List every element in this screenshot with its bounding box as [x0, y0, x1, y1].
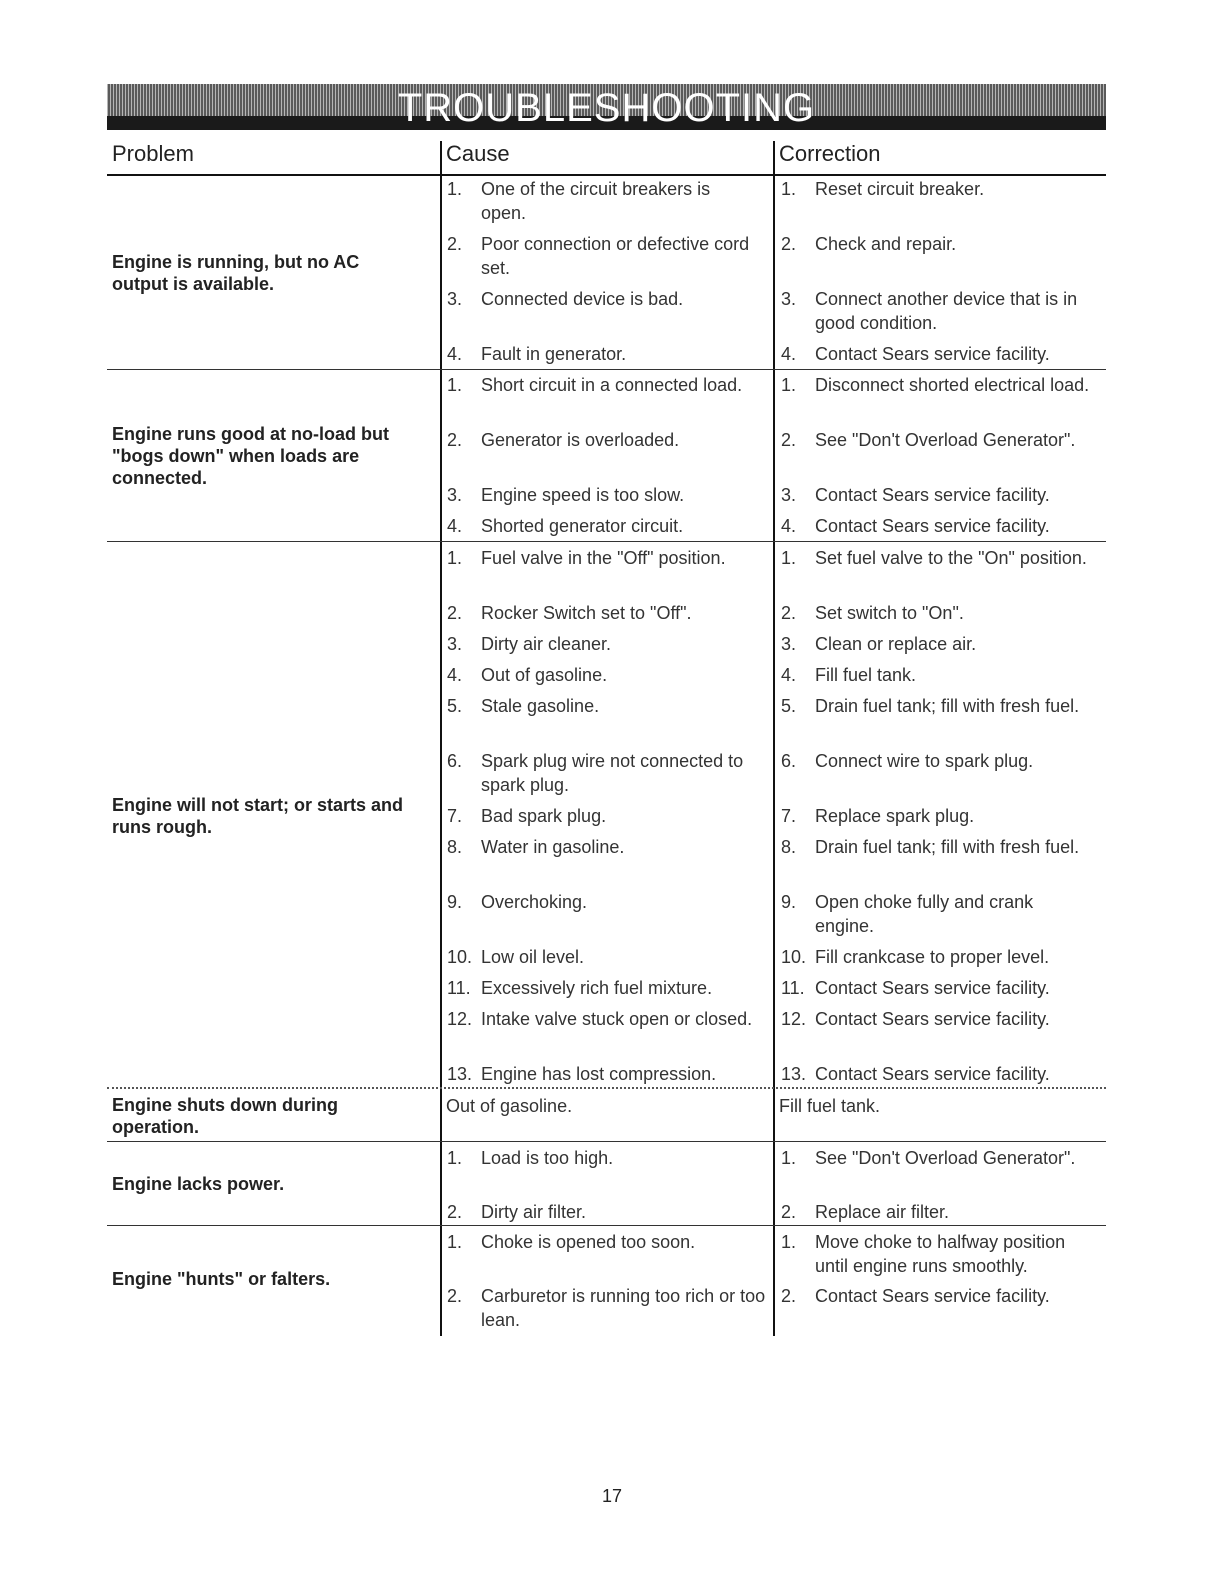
correction-item — [781, 1062, 1091, 1086]
item-number: 1. — [447, 1148, 463, 1168]
problem-text: Engine lacks power. — [112, 1174, 285, 1194]
item-number: 3. — [447, 634, 463, 654]
item-text: Excessively rich fuel mixture. — [481, 978, 713, 998]
item-text: Poor connection or defective cord set. — [481, 234, 750, 278]
correction-item — [781, 546, 1091, 570]
item-text: Check and repair. — [815, 234, 957, 254]
item-text: Out of gasoline. — [481, 665, 608, 685]
item-number: 5. — [447, 696, 463, 716]
header-correction: Correction — [779, 141, 881, 166]
cause-item — [447, 546, 767, 570]
item-text: Drain fuel tank; fill with fresh fuel. — [815, 696, 1080, 716]
item-number: 3. — [781, 634, 797, 654]
item-text: Choke is opened too soon. — [481, 1232, 696, 1252]
item-number: 2. — [447, 430, 463, 450]
column-divider-correction — [773, 141, 775, 1336]
correction-item — [781, 1284, 1091, 1308]
correction-item — [781, 342, 1091, 366]
item-number: 2. — [781, 603, 797, 623]
cause-item — [447, 976, 757, 1000]
item-text: Spark plug wire not connected to spark plug. — [481, 751, 744, 795]
item-number: 1. — [781, 1232, 797, 1252]
item-text: Contact Sears service facility. — [815, 485, 1050, 505]
header-problem: Problem — [112, 141, 194, 166]
item-text: Open choke fully and crank engine. — [815, 892, 1034, 936]
problem-text: Engine "hunts" or falters. — [112, 1269, 331, 1289]
item-number: 1. — [447, 1232, 463, 1252]
item-number: 1. — [781, 179, 797, 199]
item-number: 4. — [447, 665, 463, 685]
page-title: TROUBLESHOOTING — [397, 86, 816, 130]
correction-item — [781, 632, 1091, 656]
cause-item — [447, 749, 757, 797]
cause-item — [447, 1200, 757, 1224]
item-number: 6. — [447, 751, 463, 771]
title-banner — [107, 84, 1106, 130]
item-text: Fill fuel tank. — [815, 665, 917, 685]
item-number: 9. — [447, 892, 463, 912]
item-text: Fuel valve in the "Off" position. — [481, 548, 726, 568]
correction-text: Fill fuel tank. — [779, 1096, 881, 1116]
item-text: Rocker Switch set to "Off". — [481, 603, 692, 623]
row-divider — [107, 1141, 1106, 1142]
problem-text: Engine runs good at no-load but "bogs down" when loads are connected. — [112, 424, 389, 488]
item-number: 1. — [781, 1148, 797, 1168]
item-number: 10. — [447, 947, 473, 967]
row-divider — [107, 1087, 1106, 1089]
correction-item — [781, 1230, 1099, 1278]
item-number: 2. — [447, 234, 463, 254]
item-text: Overchoking. — [481, 892, 588, 912]
item-text: Move choke to halfway position until engine runs smoothly. — [815, 1232, 1066, 1276]
problem-text: Engine shuts down during operation. — [112, 1095, 338, 1137]
item-number: 1. — [447, 375, 463, 395]
item-number: 3. — [447, 485, 463, 505]
item-number: 8. — [781, 837, 797, 857]
item-text: Engine speed is too slow. — [481, 485, 685, 505]
item-number: 13. — [781, 1064, 807, 1084]
item-text: Engine has lost compression. — [481, 1064, 717, 1084]
header-rule — [107, 174, 1106, 176]
cause-item — [447, 1146, 757, 1170]
correction-item — [781, 749, 1091, 773]
correction-item — [781, 890, 1091, 938]
cause-item — [447, 428, 757, 452]
header-cause: Cause — [446, 141, 510, 166]
correction-item — [781, 976, 1091, 1000]
cause-item — [447, 287, 757, 311]
correction-item — [781, 287, 1091, 335]
item-number: 2. — [781, 1202, 797, 1222]
item-number: 1. — [447, 179, 463, 199]
item-text: Short circuit in a connected load. — [481, 375, 743, 395]
correction-item — [781, 663, 1091, 687]
correction-item — [781, 694, 1091, 718]
row-divider — [107, 1225, 1106, 1226]
item-text: See "Don't Overload Generator". — [815, 430, 1076, 450]
item-number: 7. — [781, 806, 797, 826]
item-text: Contact Sears service facility. — [815, 1286, 1050, 1306]
correction-item — [781, 428, 1091, 452]
item-text: Fault in generator. — [481, 344, 627, 364]
correction-item — [781, 835, 1091, 859]
correction-item — [781, 945, 1091, 969]
cause-item — [447, 1062, 767, 1086]
item-text: Reset circuit breaker. — [815, 179, 985, 199]
column-divider-cause — [440, 141, 442, 1336]
item-number: 4. — [447, 516, 463, 536]
page-number: 17 — [601, 1486, 623, 1506]
item-number: 2. — [781, 430, 797, 450]
item-number: 4. — [447, 344, 463, 364]
cause-item — [447, 804, 757, 828]
cause-text: Out of gasoline. — [446, 1096, 573, 1116]
item-text: Contact Sears service facility. — [815, 1009, 1050, 1029]
correction-item — [781, 1007, 1091, 1031]
item-number: 6. — [781, 751, 797, 771]
cause-item — [447, 945, 757, 969]
cause-item — [447, 601, 757, 625]
correction-item — [781, 1146, 1091, 1170]
item-number: 2. — [781, 234, 797, 254]
item-text: Stale gasoline. — [481, 696, 600, 716]
item-text: Load is too high. — [481, 1148, 614, 1168]
correction-item — [781, 232, 1091, 256]
item-number: 1. — [781, 548, 797, 568]
item-number: 5. — [781, 696, 797, 716]
item-text: Contact Sears service facility. — [815, 978, 1050, 998]
cause-item — [447, 483, 757, 507]
row-divider — [107, 541, 1106, 542]
item-number: 3. — [781, 289, 797, 309]
cause-item — [447, 632, 757, 656]
item-text: See "Don't Overload Generator". — [815, 1148, 1076, 1168]
item-number: 2. — [447, 1202, 463, 1222]
item-number: 3. — [447, 289, 463, 309]
item-number: 11. — [781, 978, 805, 998]
cause-item — [447, 1230, 757, 1254]
item-text: One of the circuit breakers is open. — [481, 179, 711, 223]
cause-item — [447, 663, 757, 687]
cause-item — [447, 373, 757, 397]
item-text: Carburetor is running too rich or too lean. — [481, 1286, 766, 1330]
item-number: 11. — [447, 978, 471, 998]
correction-item — [781, 601, 1091, 625]
row-divider — [107, 369, 1106, 370]
correction-item — [781, 1200, 1091, 1224]
item-number: 8. — [447, 837, 463, 857]
item-number: 12. — [447, 1009, 473, 1029]
correction-item — [781, 177, 1091, 201]
item-text: Water in gasoline. — [481, 837, 625, 857]
item-text: Replace air filter. — [815, 1202, 950, 1222]
cause-item — [447, 694, 757, 718]
cause-item — [447, 890, 757, 914]
item-number: 1. — [781, 375, 797, 395]
item-text: Set fuel valve to the "On" position. — [815, 548, 1087, 568]
cause-item — [447, 1284, 767, 1332]
item-number: 9. — [781, 892, 797, 912]
item-number: 12. — [781, 1009, 807, 1029]
item-text: Connected device is bad. — [481, 289, 684, 309]
item-number: 4. — [781, 665, 797, 685]
item-text: Low oil level. — [481, 947, 585, 967]
item-number: 13. — [447, 1064, 473, 1084]
problem-text: Engine is running, but no AC output is available. — [112, 252, 360, 294]
item-text: Dirty air cleaner. — [481, 634, 612, 654]
item-text: Bad spark plug. — [481, 806, 607, 826]
item-text: Dirty air filter. — [481, 1202, 587, 1222]
item-text: Set switch to "On". — [815, 603, 964, 623]
correction-item — [781, 514, 1091, 538]
cause-item — [447, 514, 757, 538]
item-text: Connect wire to spark plug. — [815, 751, 1034, 771]
correction-item — [781, 804, 1091, 828]
item-text: Shorted generator circuit. — [481, 516, 684, 536]
cause-item — [447, 177, 757, 225]
correction-item — [781, 483, 1091, 507]
item-number: 1. — [447, 548, 463, 568]
item-text: Disconnect shorted electrical load. — [815, 375, 1090, 395]
item-number: 7. — [447, 806, 463, 826]
item-text: Contact Sears service facility. — [815, 516, 1050, 536]
cause-item — [447, 342, 757, 366]
item-text: Intake valve stuck open or closed. — [481, 1009, 753, 1029]
item-number: 2. — [447, 603, 463, 623]
item-number: 4. — [781, 516, 797, 536]
cause-item — [447, 1007, 757, 1031]
item-number: 10. — [781, 947, 807, 967]
cause-item — [447, 835, 757, 859]
item-number: 3. — [781, 485, 797, 505]
item-number: 2. — [447, 1286, 463, 1306]
item-text: Clean or replace air. — [815, 634, 977, 654]
item-number: 4. — [781, 344, 797, 364]
item-number: 2. — [781, 1286, 797, 1306]
cause-item — [447, 232, 757, 280]
item-text: Contact Sears service facility. — [815, 344, 1050, 364]
item-text: Drain fuel tank; fill with fresh fuel. — [815, 837, 1080, 857]
item-text: Connect another device that is in good condition. — [815, 289, 1078, 333]
problem-text: Engine will not start; or starts and runs rough. — [112, 795, 404, 837]
item-text: Replace spark plug. — [815, 806, 975, 826]
item-text: Generator is overloaded. — [481, 430, 680, 450]
correction-item — [781, 373, 1091, 397]
item-text: Contact Sears service facility. — [815, 1064, 1050, 1084]
item-text: Fill crankcase to proper level. — [815, 947, 1050, 967]
